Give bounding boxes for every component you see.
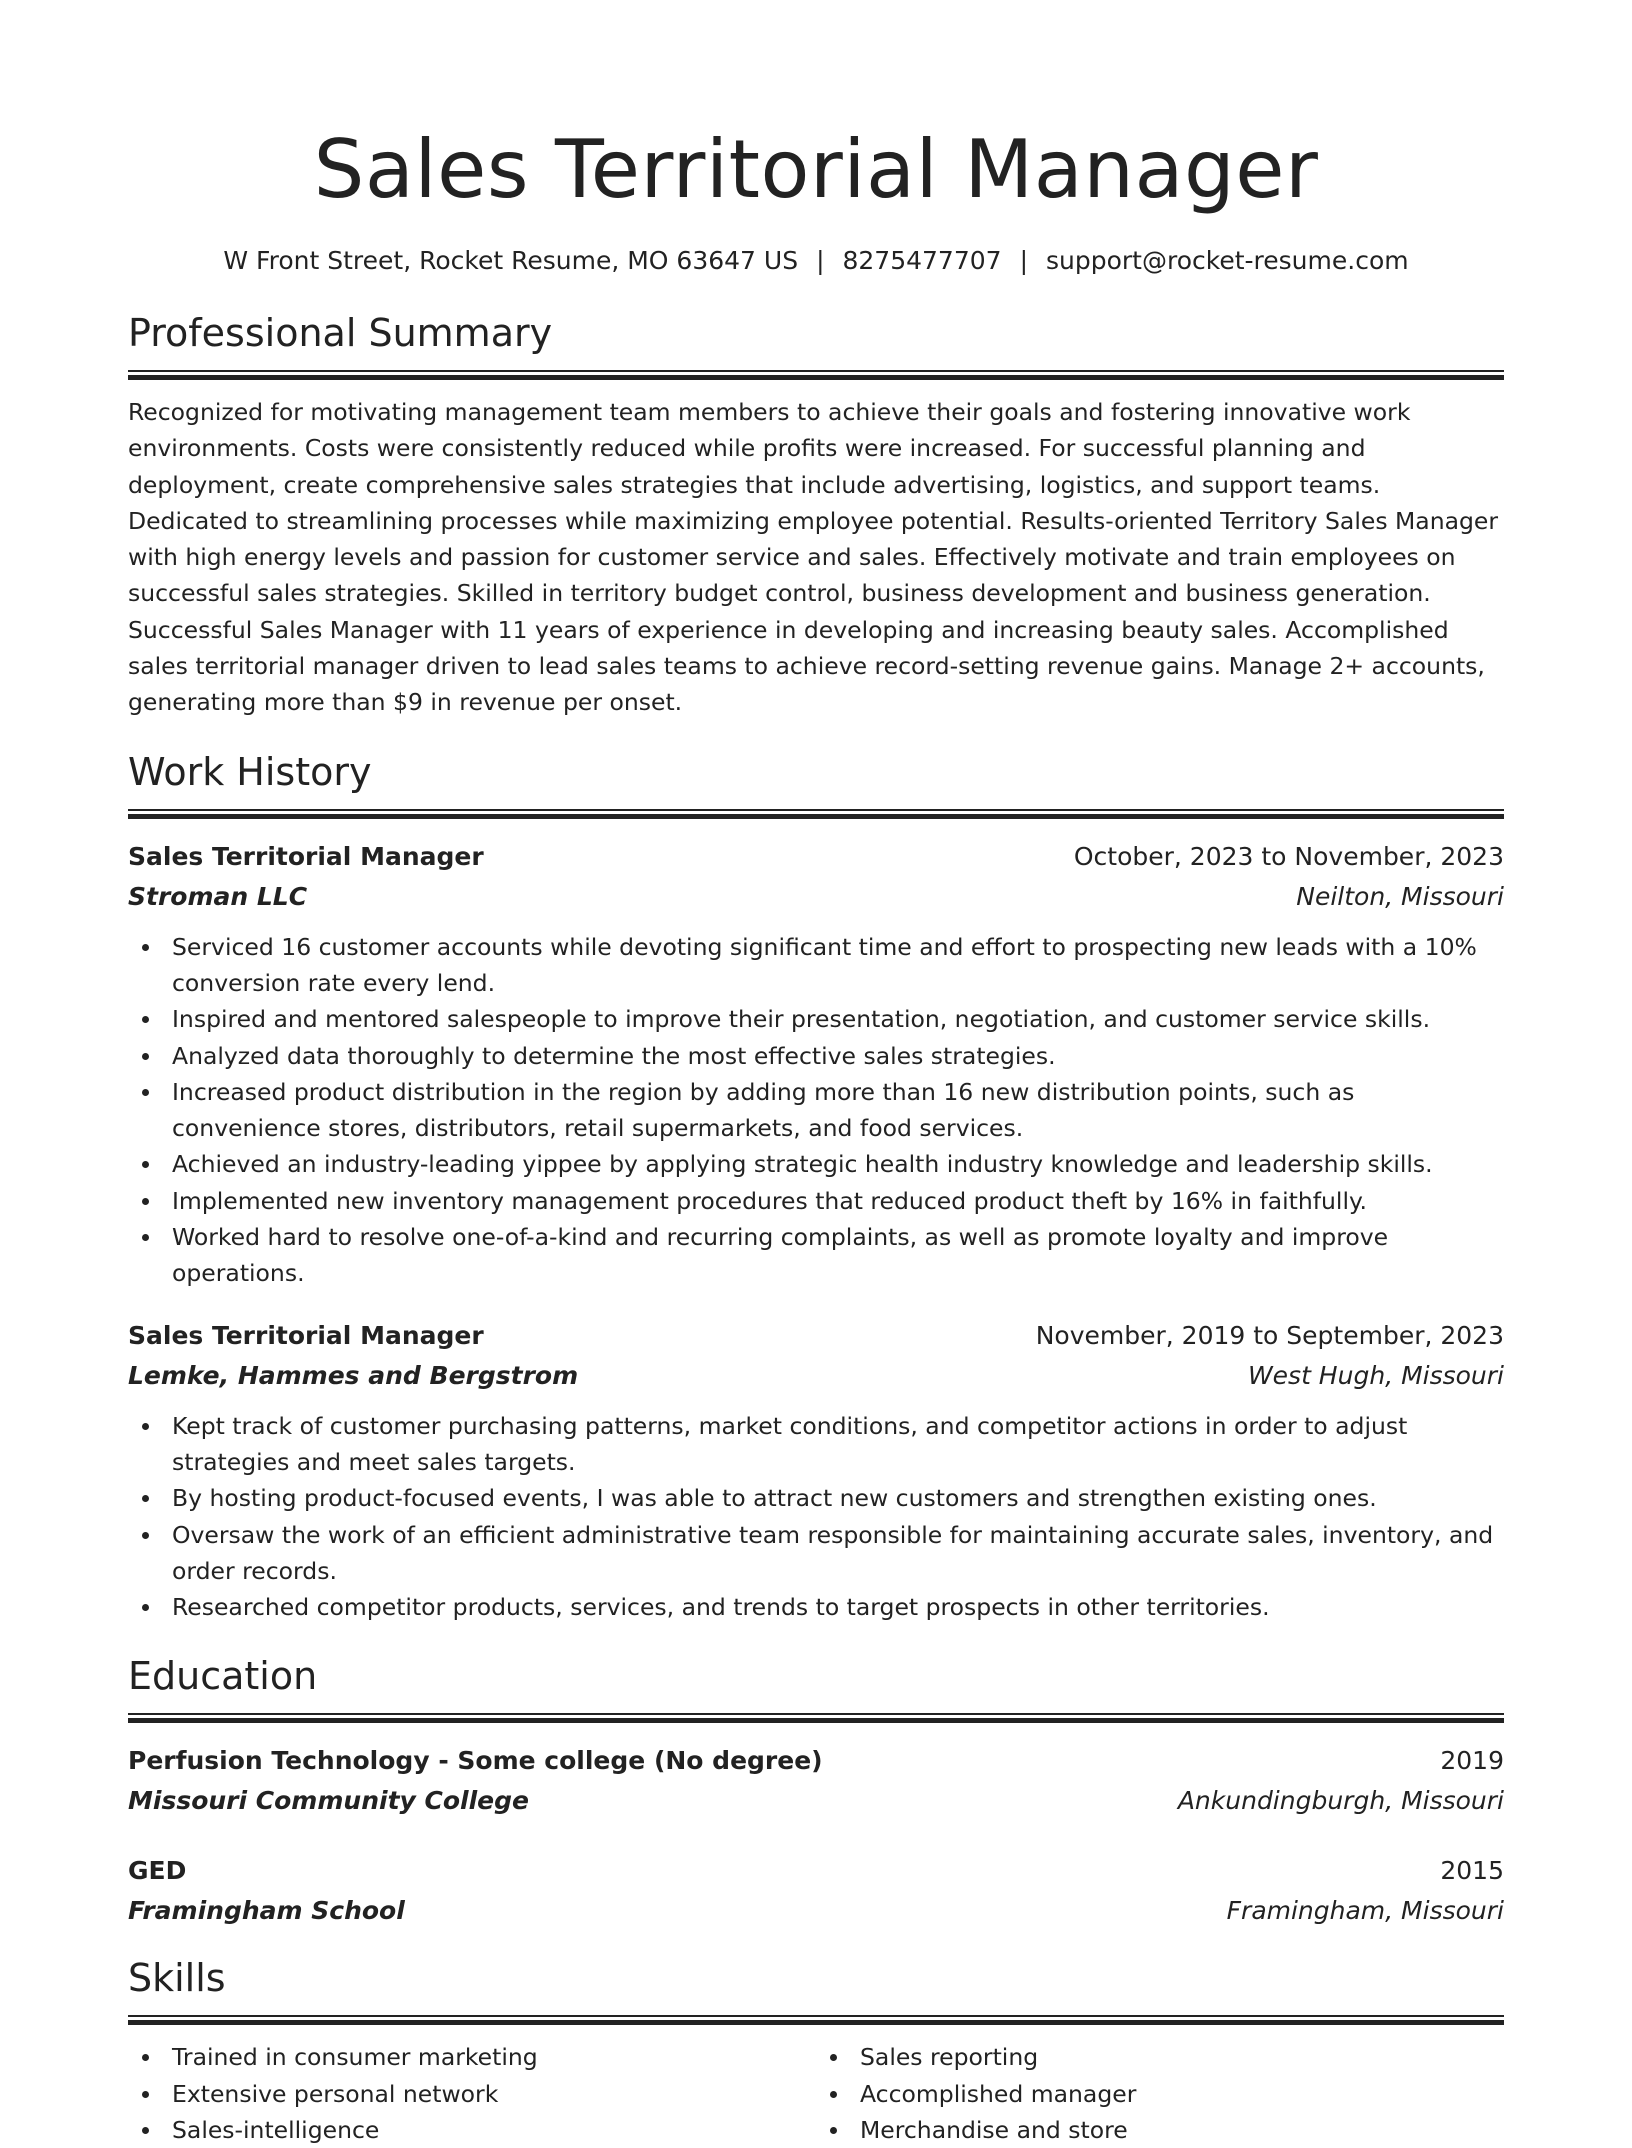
education-degree: Perfusion Technology - Some college (No degree) bbox=[128, 1746, 823, 1776]
section-title-work: Work History bbox=[128, 749, 372, 794]
section-title-skills: Skills bbox=[128, 1956, 226, 2001]
contact-email: support@rocket-resume.com bbox=[1046, 246, 1409, 275]
job-title: Sales Territorial Manager bbox=[128, 841, 484, 871]
contact-line bbox=[128, 244, 1504, 278]
job-subheader bbox=[128, 877, 1504, 917]
job-header bbox=[128, 1316, 1504, 1356]
education-header bbox=[128, 1851, 1504, 1891]
list-item: Kept track of customer purchasing patterns, market conditions, and competitor actions in order to adjust strategies and meet sales targets. bbox=[128, 1408, 1504, 1481]
contact-address: W Front Street, Rocket Resume, MO 63647 US bbox=[223, 246, 799, 275]
skills-columns bbox=[128, 2039, 1504, 2148]
list-item: Achieved an industry-leading yippee by applying strategic health industry knowledge and leadership skills. bbox=[128, 1146, 1504, 1182]
list-item: Increased product distribution in the region by adding more than 16 new distribution points, such as convenience stores, distributors, retail supermarkets, and food services. bbox=[128, 1074, 1504, 1147]
list-item: Inspired and mentored salespeople to improve their presentation, negotiation, and customer service skills. bbox=[128, 1001, 1504, 1037]
section-divider bbox=[128, 809, 1504, 819]
education-subheader bbox=[128, 1781, 1504, 1821]
resume-page bbox=[128, 118, 1504, 2148]
education-school: Missouri Community College bbox=[128, 1786, 529, 1816]
section-education bbox=[128, 1651, 1504, 1931]
list-item: Implemented new inventory management procedures that reduced product theft by 16% in faithfully. bbox=[128, 1183, 1504, 1219]
job-title: Sales Territorial Manager bbox=[128, 1320, 484, 1350]
education-year: 2015 bbox=[1440, 1856, 1504, 1886]
job-dates: November, 2019 to September, 2023 bbox=[1035, 1320, 1504, 1350]
job-dates: October, 2023 to November, 2023 bbox=[1073, 841, 1504, 871]
job-entry bbox=[128, 1316, 1504, 1626]
contact-separator: | bbox=[816, 246, 825, 275]
education-subheader bbox=[128, 1891, 1504, 1931]
section-summary bbox=[128, 308, 1504, 721]
summary-text: Recognized for motivating management team members to achieve their goals and fostering innovative work environments. Costs were consistently reduced while profits were increased. For successful planning and deployment, create comprehensive sales strategies that include advertising, logistics, and support teams. Dedicated to streamlining processes while maximizing employee potential. Results-oriented Territory Sales Manager with high energy levels and passion for customer service and sales. Effectively motivate and train employees on successful sales strategies. Skilled in territory budget control, business development and business generation. Successful Sales Manager with 11 years of experience in developing and increasing beauty sales. Accomplished sales territorial manager driven to lead sales teams to achieve record-setting revenue gains. Manage 2+ accounts, generating more than $9 in revenue per onset. bbox=[128, 398, 1499, 717]
education-entry bbox=[128, 1851, 1504, 1931]
job-company: Lemke, Hammes and Bergstrom bbox=[128, 1360, 579, 1390]
list-item: Oversaw the work of an efficient administrative team responsible for maintaining accurate sales, inventory, and order records. bbox=[128, 1517, 1504, 1590]
education-school: Framingham School bbox=[128, 1896, 405, 1926]
education-location: Ankundingburgh, Missouri bbox=[1177, 1786, 1504, 1816]
skill-item: Extensive personal network bbox=[128, 2076, 816, 2112]
job-bullets bbox=[128, 1408, 1504, 1626]
skill-item: Merchandise and store bbox=[816, 2112, 1504, 2148]
section-title-education: Education bbox=[128, 1654, 318, 1699]
job-company: Stroman LLC bbox=[128, 881, 308, 911]
section-divider bbox=[128, 2015, 1504, 2025]
job-bullets bbox=[128, 929, 1504, 1292]
job-location: West Hugh, Missouri bbox=[1247, 1360, 1504, 1390]
contact-phone: 8275477707 bbox=[842, 246, 1002, 275]
education-year: 2019 bbox=[1440, 1746, 1504, 1776]
job-location: Neilton, Missouri bbox=[1296, 881, 1504, 911]
job-header bbox=[128, 837, 1504, 877]
list-item: By hosting product-focused events, I was able to attract new customers and strengthen existing ones. bbox=[128, 1480, 1504, 1516]
section-divider bbox=[128, 1713, 1504, 1723]
list-item: Researched competitor products, services, and trends to target prospects in other territories. bbox=[128, 1589, 1504, 1625]
skill-item: Trained in consumer marketing bbox=[128, 2039, 816, 2075]
job-subheader bbox=[128, 1356, 1504, 1396]
section-work-history bbox=[128, 747, 1504, 1626]
list-item: Analyzed data thoroughly to determine the most effective sales strategies. bbox=[128, 1038, 1504, 1074]
skills-list-left bbox=[128, 2039, 816, 2148]
contact-separator: | bbox=[1019, 246, 1028, 275]
section-skills bbox=[128, 1953, 1504, 2148]
list-item: Worked hard to resolve one-of-a-kind and recurring complaints, as well as promote loyalty and improve operations. bbox=[128, 1219, 1504, 1292]
section-divider bbox=[128, 370, 1504, 380]
education-header bbox=[128, 1741, 1504, 1781]
education-entry bbox=[128, 1741, 1504, 1821]
list-item: Serviced 16 customer accounts while devoting significant time and effort to prospecting new leads with a 10% conversion rate every lend. bbox=[128, 929, 1504, 1002]
skills-list-right bbox=[816, 2039, 1504, 2148]
candidate-name: Sales Territorial Manager bbox=[313, 123, 1319, 216]
skill-item: Sales reporting bbox=[816, 2039, 1504, 2075]
skill-item: Sales-intelligence bbox=[128, 2112, 816, 2148]
skill-item: Accomplished manager bbox=[816, 2076, 1504, 2112]
education-location: Framingham, Missouri bbox=[1226, 1896, 1504, 1926]
job-entry bbox=[128, 837, 1504, 1292]
section-title-summary: Professional Summary bbox=[128, 311, 553, 355]
education-degree: GED bbox=[128, 1856, 187, 1886]
